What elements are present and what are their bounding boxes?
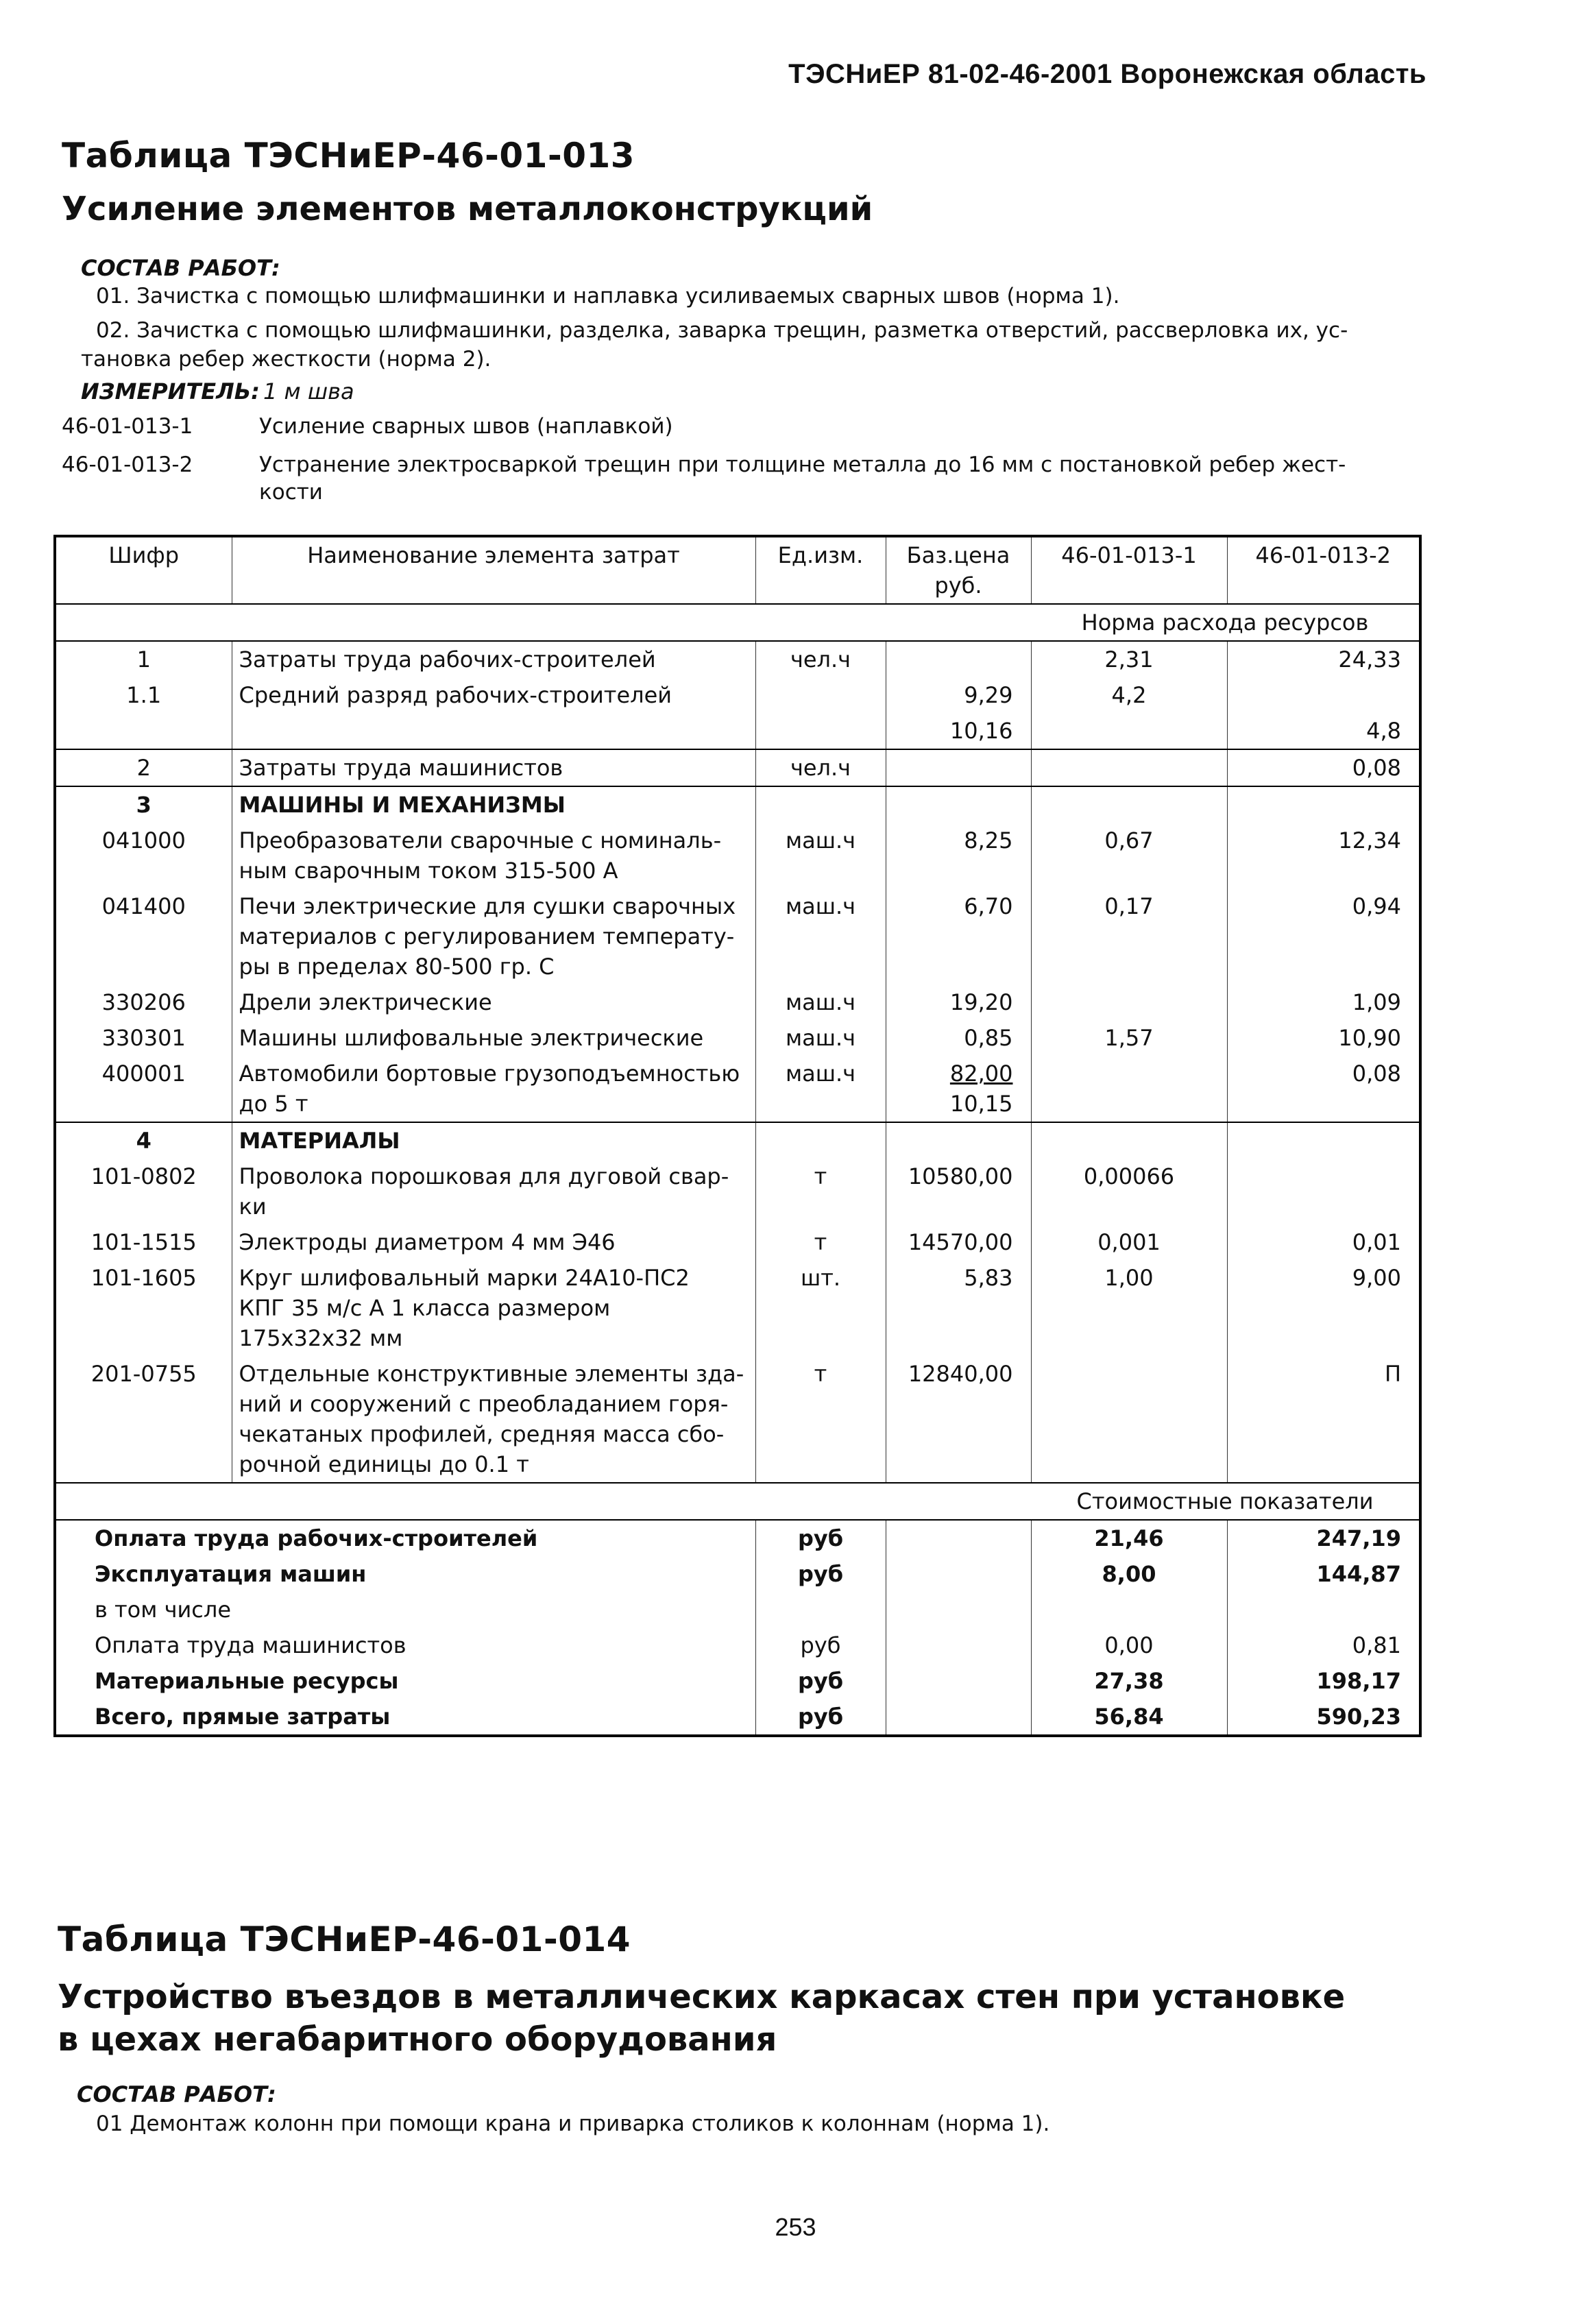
resource-table (53, 535, 1422, 1737)
table-row: 2 Затраты труда машинистов чел.ч 0,08 (55, 749, 1420, 786)
table-013-title: Таблица ТЭСНиЕР-46-01-013 (62, 136, 635, 175)
table-014-subtitle-1: Устройство въездов в металлических каркасах стен при установке (58, 1978, 1346, 2016)
cost-row: в том числе (55, 1592, 1420, 1627)
page-number: 253 (775, 2213, 816, 2241)
table-row: 330301 Машины шлифовальные электрические маш.ч 0,85 1,57 10,90 (55, 1020, 1420, 1056)
col-header-name: Наименование элемента затрат (232, 536, 755, 604)
norm-code-2: 46-01-013-2 (62, 452, 193, 477)
table-014-title: Таблица ТЭСНиЕР-46-01-014 (58, 1920, 631, 1959)
work-composition-label-014: СОСТАВ РАБОТ: (77, 2081, 276, 2107)
table-row: 1.1 Средний разряд рабочих-строителей 9,29 4,2 (55, 677, 1420, 713)
table-row: 101-1515 Электроды диаметром 4 мм Э46 т 14570,00 0,001 0,01 (55, 1224, 1420, 1260)
table-row: 101-1605 Круг шлифовальный марки 24А10-ПС2 КПГ 35 м/с А 1 класса размером 175х32х32 мм шт. 5,83 1,00 9,00 (55, 1260, 1420, 1356)
work-item-2-cont: тановка ребер жесткости (норма 2). (81, 347, 491, 372)
table-014-subtitle-2: в цехах негабаритного оборудования (58, 2020, 777, 2059)
table-013-subtitle: Усиление элементов металлоконструкций (62, 190, 873, 228)
cost-label: Стоимостные показатели (1031, 1483, 1420, 1520)
document-header: ТЭСНиЕР 81-02-46-2001 Воронежская область (788, 59, 1426, 89)
col-header-price: Баз.цена руб. (886, 536, 1031, 604)
measure-line (81, 378, 354, 404)
section-row-machines: 3 МАШИНЫ И МЕХАНИЗМЫ (55, 786, 1420, 823)
table-row: 10,16 4,8 (55, 713, 1420, 749)
work-item-014: 01 Демонтаж колонн при помощи крана и приварка столиков к колоннам (норма 1). (96, 2111, 1050, 2136)
norm-text-1: Усиление сварных швов (наплавкой) (259, 414, 673, 439)
col-header-unit: Ед.изм. (755, 536, 886, 604)
cost-row: Материальные ресурсы руб 27,38 198,17 (55, 1663, 1420, 1699)
table-header-row (55, 536, 1420, 604)
table-row: 041400 Печи электрические для сушки сварочных материалов с регулированием температу- ры в пределах 80-500 гр. С маш.ч 6,70 0,17 0,94 (55, 888, 1420, 984)
norm-text-2: Устранение электросваркой трещин при толщине металла до 16 мм с постановкой ребер жест- (259, 452, 1346, 477)
table-row: 201-0755 Отдельные конструктивные элементы зда- ний и сооружений с преобладанием горя- чекатаных профилей, средняя масса сбо- рочной единицы до 0.1 т т 12840,00 П (55, 1356, 1420, 1483)
norm-code-1: 46-01-013-1 (62, 414, 193, 439)
table-row: 041000 Преобразователи сварочные с номиналь- ным сварочным током 315-500 А маш.ч 8,25 0,67 12,34 (55, 823, 1420, 888)
table-row: 101-0802 Проволока порошковая для дуговой свар- ки т 10580,00 0,00066 (55, 1159, 1420, 1224)
norm-label: Норма расхода ресурсов (1031, 604, 1420, 641)
cost-row: Эксплуатация машин руб 8,00 144,87 (55, 1556, 1420, 1592)
norm-label-row (55, 604, 1420, 641)
table-row: 400001 Автомобили бортовые грузоподъемностью до 5 т маш.ч 82,00 10,15 0,08 (55, 1056, 1420, 1122)
cost-row: Всего, прямые затраты руб 56,84 590,23 (55, 1699, 1420, 1736)
col-header-norm-2: 46-01-013-2 (1227, 536, 1420, 604)
work-item-2: 02. Зачистка с помощью шлифмашинки, разделка, заварка трещин, разметка отверстий, рассверловка их, ус- (96, 318, 1348, 343)
cost-row: Оплата труда рабочих-строителей руб 21,46 247,19 (55, 1520, 1420, 1556)
col-header-code: Шифр (55, 536, 232, 604)
table-row: 1 Затраты труда рабочих-строителей чел.ч 2,31 24,33 (55, 641, 1420, 677)
measure-value: 1 м шва (263, 378, 354, 404)
cost-label-row (55, 1483, 1420, 1520)
measure-label: ИЗМЕРИТЕЛЬ: (81, 378, 260, 404)
cost-row: Оплата труда машинистов руб 0,00 0,81 (55, 1627, 1420, 1663)
col-header-norm-1: 46-01-013-1 (1031, 536, 1227, 604)
section-row-materials: 4 МАТЕРИАЛЫ (55, 1122, 1420, 1159)
norm-text-2-cont: кости (259, 480, 323, 505)
table-row: 330206 Дрели электрические маш.ч 19,20 1,09 (55, 984, 1420, 1020)
work-item-1: 01. Зачистка с помощью шлифмашинки и наплавка усиливаемых сварных швов (норма 1). (96, 284, 1120, 308)
work-composition-label: СОСТАВ РАБОТ: (81, 255, 280, 281)
